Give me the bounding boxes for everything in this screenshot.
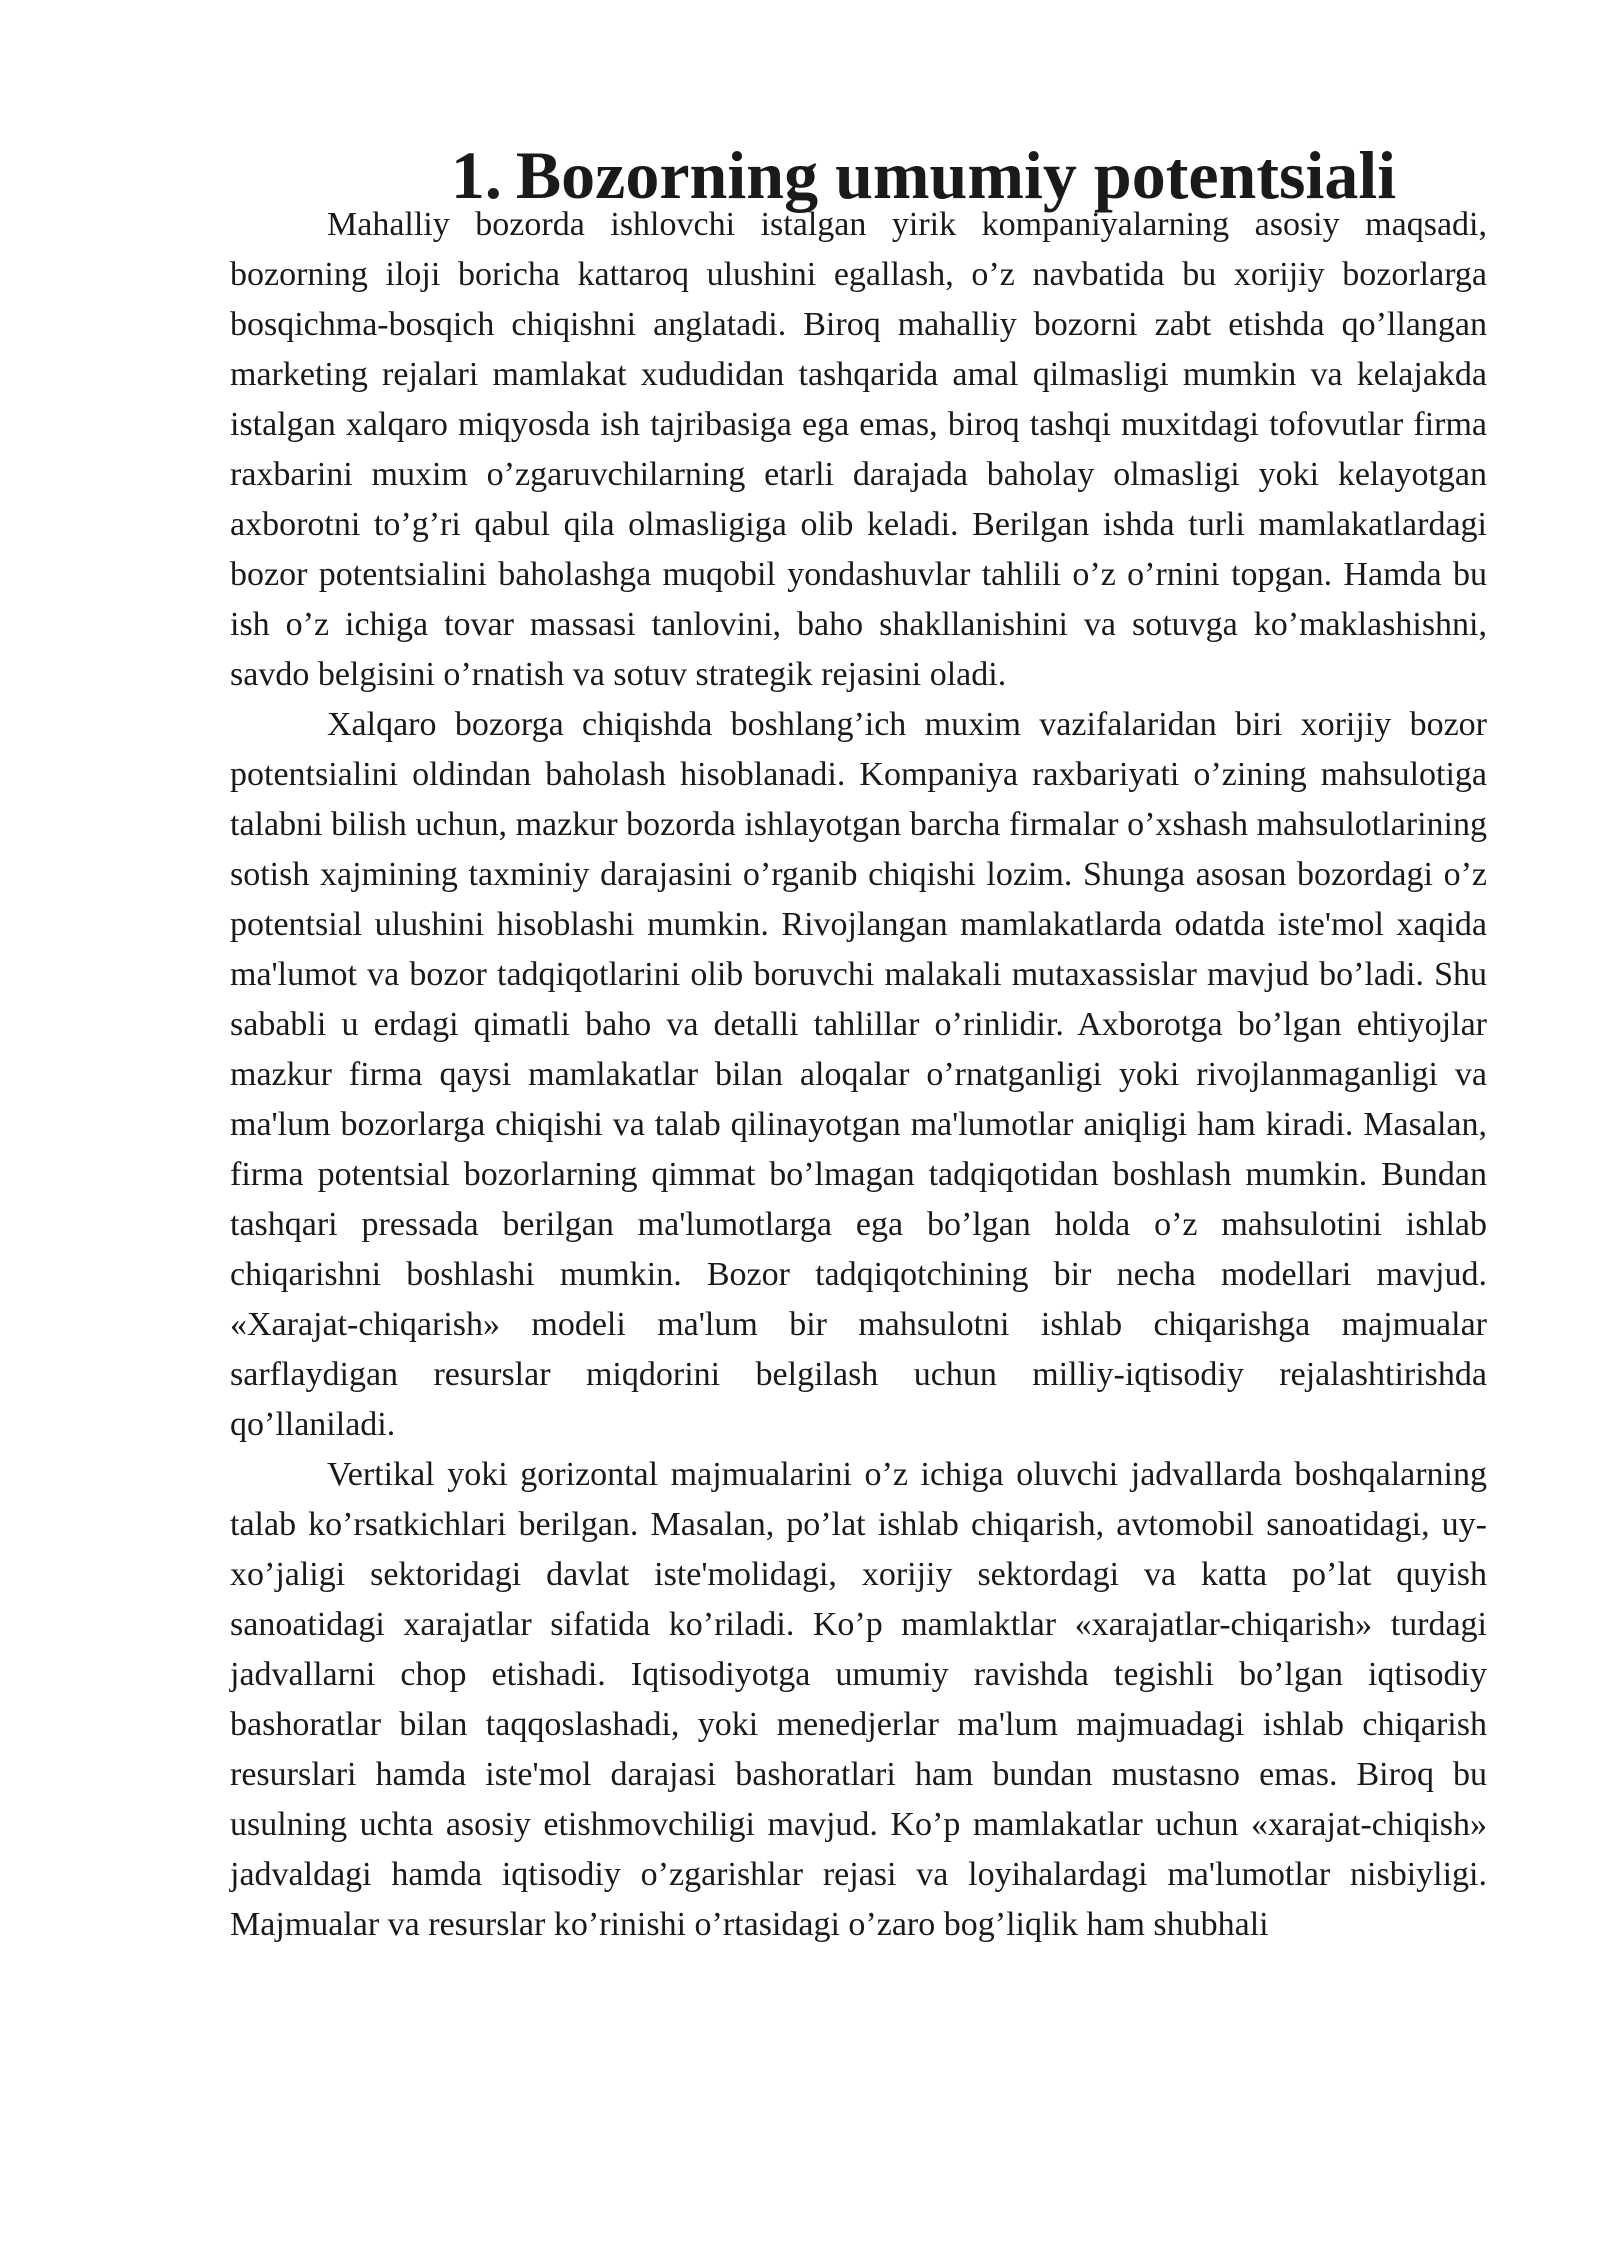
document-body [230, 137, 1487, 1950]
section-heading [230, 137, 1487, 213]
paragraph-1: Mahalliy bozorda ishlovchi istalgan yirik kompaniyalarning asosiy maqsadi, bozorning iloji boricha kattaroq ulushini egallash, o’z navbatida bu xorijiy bozorlarga bosqichma-bosqich chiqishni anglatadi. Biroq mahalliy bozorni zabt etishda qo’llangan marketing rejalari mamlakat xududidan tashqarida amal qilmasligi mumkin va kelajakda istalgan xalqaro miqyosda ish tajribasiga ega emas, biroq tashqi muxitdagi tofovutlar firma raxbarini muxim o’zgaruvchilarning etarli darajada baholay olmasligi yoki kelayotgan axborotni to’g’ri qabul qila olmasligiga olib keladi. Berilgan ishda turli mamlakatlardagi bozor potentsialini baholashga muqobil yondashuvlar tahlili o’z o’rnini topgan. Hamda bu ish o’z ichiga tovar massasi tanlovini, baho shakllanishini va sotuvga ko’maklashishni, savdo belgisini o’rnatish va sotuv strategik rejasini oladi. [230, 206, 1487, 693]
paragraph-2: Xalqaro bozorga chiqishda boshlang’ich muxim vazifalaridan biri xorijiy bozor potentsialini oldindan baholash hisoblanadi. Kompaniya raxbariyati o’zining mahsulotiga talabni bilish uchun, mazkur bozorda ishlayotgan barcha firmalar o’xshash mahsulotlarining sotish xajmining taxminiy darajasini o’rganib chiqishi lozim. Shunga asosan bozordagi o’z potentsial ulushini hisoblashi mumkin. Rivojlangan mamlakatlarda odatda iste'mol xaqida ma'lumot va bozor tadqiqotlarini olib boruvchi malakali mutaxassislar mavjud bo’ladi. Shu sababli u erdagi qimatli baho va detalli tahlillar o’rinlidir. Axborotga bo’lgan ehtiyojlar mazkur firma qaysi mamlakatlar bilan aloqalar o’rnatganligi yoki rivojlanmaganligi va ma'lum bozorlarga chiqishi va talab qilinayotgan ma'lumotlar aniqligi ham kiradi. Masalan, firma potentsial bozorlarning qimmat bo’lmagan tadqiqotidan boshlash mumkin. Bundan tashqari pressada berilgan ma'lumotlarga ega bo’lgan holda o’z mahsulotini ishlab chiqarishni boshlashi mumkin. Bozor tadqiqotchining bir necha modellari mavjud. «Xarajat-chiqarish» modeli ma'lum bir mahsulotni ishlab chiqarishga majmualar sarflaydigan resurslar miqdorini belgilash uchun milliy-iqtisodiy rejalashtirishda qo’llaniladi. [230, 706, 1487, 1443]
section-title: Bozorning umumiy potentsiali [515, 137, 1397, 213]
section-number: 1. [450, 137, 502, 213]
paragraph-3: Vertikal yoki gorizontal majmualarini o’z ichiga oluvchi jadvallarda boshqalarning talab ko’rsatkichlari berilgan. Masalan, po’lat ishlab chiqarish, avtomobil sanoatidagi, uy-xo’jaligi sektoridagi davlat iste'molidagi, xorijiy sektordagi va katta po’lat quyish sanoatidagi xarajatlar sifatida ko’riladi. Ko’p mamlaktlar «xarajatlar-chiqarish» turdagi jadvallarni chop etishadi. Iqtisodiyotga umumiy ravishda tegishli bo’lgan iqtisodiy bashoratlar bilan taqqoslashadi, yoki menedjerlar ma'lum majmuadagi ishlab chiqarish resurslari hamda iste'mol darajasi bashoratlari ham bundan mustasno emas. Biroq bu usulning uchta asosiy etishmovchiligi mavjud. Ko’p mamlakatlar uchun «xarajat-chiqish» jadvaldagi hamda iqtisodiy o’zgarishlar rejasi va loyihalardagi ma'lumotlar nisbiyligi. Majmualar va resurslar ko’rinishi o’rtasidagi o’zaro bog’liqlik ham shubhali [230, 1456, 1487, 1943]
